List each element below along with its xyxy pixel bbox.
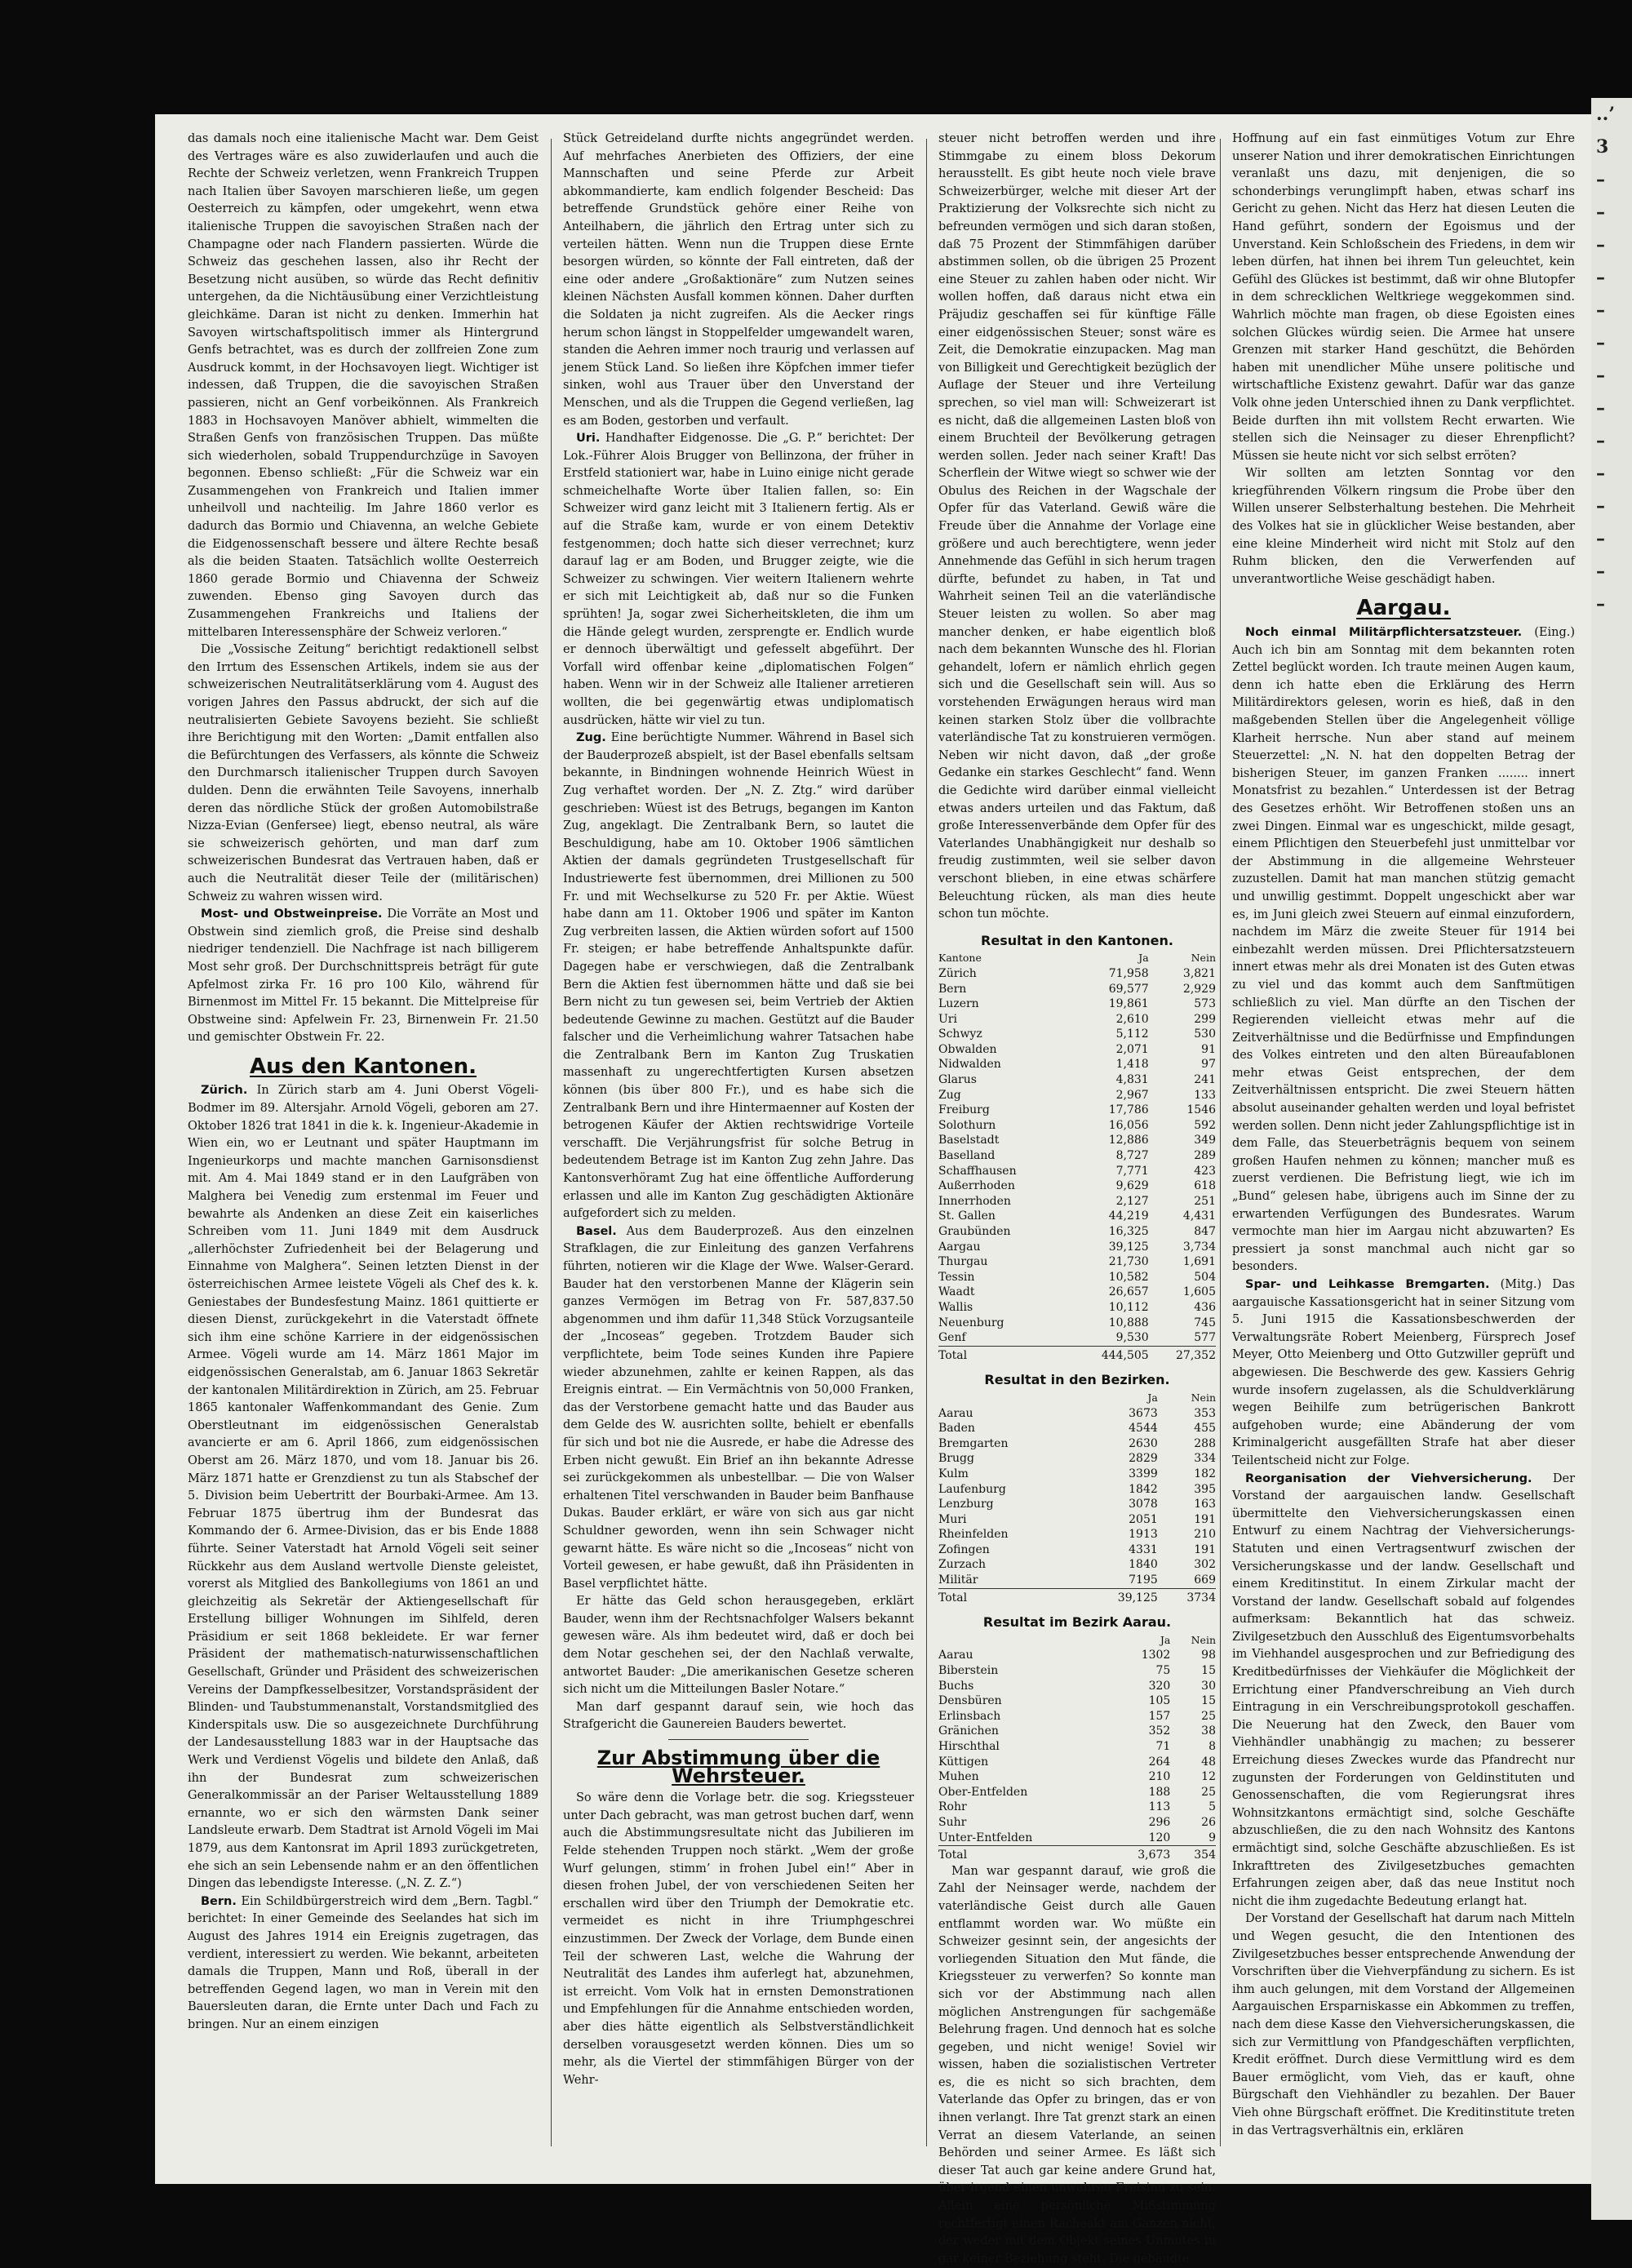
table-cell: 618	[1194, 1179, 1216, 1193]
table-cell: 133	[1194, 1088, 1216, 1102]
edge-fragment: ..’	[1596, 104, 1615, 125]
table-cell: Baselstadt	[938, 1134, 1000, 1147]
table-row	[938, 1346, 1216, 1363]
table-cell: 251	[1194, 1194, 1216, 1208]
table-row	[938, 1270, 1216, 1285]
table-cell: 1546	[1186, 1103, 1216, 1117]
table-row	[938, 982, 1216, 997]
table-cell: 320	[1148, 1679, 1171, 1693]
table-cell: 17,786	[1108, 1103, 1149, 1117]
table-row	[938, 1224, 1216, 1240]
table-cell: 302	[1194, 1558, 1216, 1572]
table-cell: Freiburg	[938, 1103, 990, 1117]
table-cell: 1,691	[1182, 1255, 1216, 1269]
table-cell: 296	[1148, 1815, 1171, 1829]
table-row	[938, 1330, 1216, 1346]
table-cell: 5,112	[1115, 1027, 1149, 1041]
table-row	[938, 1254, 1216, 1270]
table-cell: Nein	[1191, 1391, 1216, 1404]
table-cell: 2829	[1129, 1452, 1158, 1466]
article-text: Die „Vossische Zeitung“ berichtigt redaktionell selbst den Irrtum des Essenschen Artikels, indem sie aus der schweizerischen Neutralitätserklärung vom 4. August des vorigen Jahres den Passus abdruckt, der sich auf die neutralisierten Gebiete Savoyens bezieht. Sie schließt ihre Berichtigung mit den Worten: „Damit entfallen also die Befürchtungen des Verfassers, als könnte die Schweiz den Durchmarsch italienischer Truppen durch Savoyen dulden. Denn die erwähnten Teile Savoyens, innerhalb deren das nördliche Stück der großen Automobilstraße Nizza-Evian (Genfersee) liegt, ebenso neutral, als wäre sie schweizerisch gehörten, und man darf zum schweizerischen Bundesrat das Vertrauen haben, daß er auch die Neutralität dieser Teile der (militärischen) Schweiz zu wahren wissen wird.	[188, 643, 539, 903]
table-cell: 241	[1194, 1073, 1216, 1087]
article-heading: Zug.	[576, 731, 606, 745]
results-table-districts	[938, 1391, 1216, 1605]
table-row	[938, 1815, 1216, 1831]
article-source: („N. Z. Z.“)	[396, 1877, 462, 1891]
table-cell: 289	[1194, 1149, 1216, 1163]
table-cell: 592	[1194, 1118, 1216, 1132]
section-heading: Aargau.	[1356, 596, 1451, 621]
article-text: Eine berüchtigte Nummer. Während in Basel sich der Bauderprozeß abspielt, ist der Basel ebenfalls seltsam bekannte, in Bindningen wohnende Heinrich Wüest in Zug verhaftet worden. Der „N. Z. Ztg.“ wird darüber geschrieben: Wüest ist des Betrugs, begangen im Kanton Zug, angeklagt. Die Zentralbank Bern, so lautet die Beschuldigung, habe am 10. Oktober 1906 sämtlichen Aktien der damals gegründeten Trustgesellschaft für Industriewerte fest übernommen, drei Millionen zu 500 Fr. und mit Wechselkurse zu 520 Fr. per Aktie. Wüest habe dann am 11. Oktober 1906 und später im Kanton Zug verbreiten lassen, die Aktien würden sofort auf 1500 Fr. steigen; er habe betreffende Anhaltspunkte dafür. Dagegen habe er verschwiegen, daß die Zentralbank Bern die Aktien fest übernommen hätte und daß sie bei Bern nicht zu tun gewesen sei, beim Vertrieb der Aktien bedeutende Gewinne zu machen. Gestützt auf die Bauder falscher und die Verheimlichung wahrer Tatsachen habe die Zentralbank Bern im Kanton Zug Truskatien massenhaft zu ungerechtfertigten Kursen absetzen können (bis über 800 Fr.), und es habe sich die Zentralbank Bern und ihre Hintermaenner auf Kosten der betrogenen Käufer der Aktien rechtswidrige Vorteile verschafft. Die Verjährungsfrist für solche Betrug in bedeutendem Betrage ist im Kanton Zug zehn Jahre. Das Kantonsverhöramt Zug hat eine öffentliche Aufforderung erlassen und alle im Kanton Zug geschädigten Aktionäre aufgefordert sich zu melden.	[563, 731, 914, 1221]
table-cell: Innerrhoden	[938, 1194, 1011, 1208]
article-heading: Spar- und Leihkasse Bremgarten.	[1245, 1278, 1490, 1291]
table-cell: 2,610	[1115, 1012, 1149, 1026]
table-cell: 3673	[1129, 1406, 1158, 1420]
table-row	[938, 951, 1216, 966]
table-cell: Total	[938, 1846, 1111, 1863]
table-cell: 38	[1201, 1724, 1216, 1738]
results-table-aarau	[938, 1633, 1216, 1863]
table-cell: Zürich	[938, 966, 977, 980]
table-row	[938, 1769, 1216, 1785]
article-text: steuer nicht betroffen werden und ihre Stimmgabe zu einem bloss Dekorum herausstellt. Es gibt heute noch viele brave Schweizerbürger, welche mit dieser Art der Praktizierung der Volksrechte sich nicht zu befreunden vermögen und sich daran stoßen, daß 75 Prozent der Stimmfähigen darüber abstimmen sollen, ob die übrigen 25 Prozent eine Steuer zu zahlen haben oder nicht. Wir wollen hoffen, daß daraus nicht etwa ein Präjudiz geschaffen sei für künftige Fälle einer eidgenössischen Steuer; sonst wäre es Zeit, die Demokratie einzupacken. Mag man von Billigkeit und Gerechtigkeit bezüglich der Auflage der Steuer und ihre Verteilung sprechen, so viel man will: Schweizerart ist es nicht, daß die allgemeinen Lasten bloß von einem Bruchteil der Bevölkerung getragen werden sollen. Jeder nach seiner Kraft! Das Scherflein der Witwe wiegt so schwer wie der Obulus des Reichen in der Wagschale der Opfer für das Vaterland. Gewiß wäre die Freude über die Annahme der Vorlage eine größere und auch berechtigtere, wenn jeder Annehmende das Gefühl in sich herum tragen dürfte, befundet zu haben, in Tat und Wahrheit seinen Teil an die vaterländische Steuer leisten zu wollen. So aber mag mancher denken, er habe eigentlich bloß nach dem bekannten Wunsche des hl. Florian gehandelt, lofern er nämlich ehrlich gegen sich und die Gesellschaft sein will. Aus so vorstehenden Erwägungen heraus wird man keinen starken Stolz über die vollbrachte vaterländische Tat zu konstruieren vermögen. Neben wir nicht davon, daß „der große Gedanke ein starkes Geschlecht“ fand. Wenn die Gedichte wird darüber einmal vielleicht etwas anders urteilen und das Faktum, daß große Interessenverbände dem Opfer für des Vaterlandes Unabhängigkeit nur deshalb so freudig zustimmten, weil sie selber davon verschont blieben, in eine etwas schärfere Beleuchtung rücken, als man dies heute schon tun möchte.	[938, 132, 1216, 921]
table-cell: Waadt	[938, 1285, 975, 1299]
table-row	[938, 1421, 1216, 1436]
table-cell: 7,771	[1115, 1164, 1149, 1178]
article-text: Man darf gespannt darauf sein, wie hoch das Strafgericht die Gaunereien Bauders bewertet.	[563, 1700, 914, 1732]
table-cell: 3399	[1129, 1467, 1158, 1480]
table-cell: 27,352	[1149, 1346, 1216, 1363]
table-cell: 26,657	[1108, 1285, 1149, 1299]
article-text: Der Vorstand der Gesellschaft hat darum nach Mitteln und Wegen gesucht, die den Intentionen des Zivilgesetzbuches besser entsprechende Anwendung der Vorschriften über die Viehverpfändung zu sichern. Es ist ihm auch gelungen, mit dem Vorstand der Allgemeinen Aargauischen Ersparniskasse ein Abkommen zu treffen, nach dem diese Kasse den Viehversicherungskassen, die sich zur Vermittlung von Pfandgeschäften verpflichten, Kredit eröffnet. Durch diese Vermittlung wird es dem Bauer ermöglicht, vom Vieh, das er kauft, ohne Bürgschaft den Viehhändler zu bezahlen. Der Bauer Vieh ohne Bürgschaft eröffnet. Die Kreditinstitute treten in das Vertragsverhältnis ein, erklären	[1232, 1912, 1575, 2137]
table-row	[938, 1148, 1216, 1164]
table-row	[938, 1633, 1216, 1649]
table-cell: 19,861	[1108, 997, 1149, 1011]
table-cell: 3078	[1129, 1498, 1158, 1511]
article-heading: Most- und Obstweinpreise.	[201, 908, 383, 921]
table-cell: St. Gallen	[938, 1209, 996, 1223]
edge-fragment: –	[1596, 332, 1605, 353]
article-heading: Basel.	[576, 1224, 617, 1238]
table-cell: 2051	[1129, 1512, 1158, 1526]
edge-fragment: –	[1596, 365, 1605, 386]
table-row	[938, 1103, 1216, 1118]
table-cell: 2,127	[1115, 1194, 1149, 1208]
table-cell: 1302	[1141, 1649, 1171, 1662]
table-cell: 349	[1194, 1134, 1216, 1147]
table-cell: 455	[1194, 1422, 1216, 1436]
table-cell: 669	[1194, 1573, 1216, 1587]
table-row	[938, 1482, 1216, 1498]
column-rule	[926, 139, 927, 2146]
table-row	[938, 1057, 1216, 1072]
table-cell: 4331	[1129, 1542, 1158, 1556]
table-cell: Luzern	[938, 997, 979, 1011]
table-row	[938, 1300, 1216, 1316]
article-text: Man war gespannt darauf, wie groß die Zahl der Neinsager werde, nachdem der vaterländische Geist durch alle Gauen entflammt worden war. Wo müßte ein Schweizer gesinnt sein, der angesichts der vorliegenden Situation den Mut fände, die Kriegssteuer zu verwerfen? So konnte man sich vor der Abstimmung nach allen möglichen Anstrengungen für sachgemäße Belehrung fragen. Und dennoch hat es solche gegeben, und nicht wenige! Soviel wir wissen, haben die sozialistischen Vertreter es, die es nicht so sich brachten, dem Vaterlande das Opfer zu bringen, das er von ihnen verlangt. Ihre Tat grenzt stark an einen Verrat an diesem Vaterlande, an seinen Behörden und seiner Armee. Es läßt sich dieser Tat auch gar keine andere Grund hat, über irgend einen unwahren Freisinn zu sein. Allein eine persönliche Mißstimmung rechtfertigt einen Racheakt am Ganzen nicht, der weder mit dem Objekt seines Unmutes in gar keiner Beziehung steht. Die gebäudte	[938, 1864, 1216, 2266]
column-rule	[1220, 139, 1221, 2146]
table-row	[938, 1285, 1216, 1300]
table-row	[938, 1542, 1216, 1558]
table-cell: 12	[1201, 1770, 1216, 1784]
table-cell: 4,831	[1115, 1073, 1149, 1087]
results-table-body	[938, 1391, 1216, 1605]
table-cell: 16,056	[1108, 1118, 1149, 1132]
article-text: Die Vorräte an Most und Obstwein sind ziemlich groß, die Preise sind deshalb niedriger tendenziell. Die Nachfrage ist nach billigerem Most sehr groß. Der Durchschnittspreis beträgt für gute Apfelmost zirka Fr. 16 pro 100 Kilo, während für Birnenmost im Mittel Fr. 15 bekannt. Die Mittelpreise für Obstweine sind: Apfelwein Fr. 23, Birnenwein Fr. 21.50 und gemischter Obstwein Fr. 22.	[188, 908, 539, 1045]
table-cell: 25	[1201, 1709, 1216, 1723]
table-cell: Kulm	[938, 1467, 969, 1480]
table-cell: 98	[1201, 1649, 1216, 1662]
table-row	[938, 1118, 1216, 1134]
table-cell: 105	[1148, 1694, 1171, 1708]
table-cell: Zug	[938, 1088, 961, 1102]
edge-fragment: –	[1596, 234, 1605, 255]
table-row	[938, 1194, 1216, 1209]
table-row	[938, 966, 1216, 982]
edge-fragment: –	[1596, 463, 1605, 484]
table-cell: Schwyz	[938, 1027, 982, 1041]
article-heading: Zürich.	[201, 1084, 248, 1098]
table-row	[938, 1512, 1216, 1528]
divider	[668, 1739, 809, 1740]
table-cell: Lenzburg	[938, 1498, 994, 1511]
table-cell: 436	[1194, 1300, 1216, 1314]
table-row	[938, 1072, 1216, 1088]
article-text: Handhafter Eidgenosse. Die „G. P.“ berichtet: Der Lok.-Führer Alois Brugger von Bellinzona, der früher in Erstfeld stationiert war, habe in Luino einige nicht gerade schmeichelhafte Worte über Italien fallen, so: Ein Schweizer wird ganz leicht mit 3 Italienern fertig. Als er auf die Straße kam, wurde er von einem Detektiv festgenommen; doch hatte sich dieser verrechnet; kurz darauf lag er am Boden, und Brugger zeigte, wie die Schweizer zu schwingen. Vier weitern Italienern wehrte er sich mit Leichtigkeit ab, daß nur so die Funken sprühten! Ja, sogar zwei Sicherheitskleten, die ihm um die Hände gelegt wurden, zersprengte er. Endlich wurde er dennoch überwältigt und gefesselt abgeführt. Der Vorfall wird offenbar keine „diplomatischen Folgen“ haben. Wenn wir in der Schweiz alle Italiener arretieren wollten, die bei gegenwärtig etwas undiplomatisch ausdrücken, hätte wir viel zu tun.	[563, 432, 914, 727]
article-text: Er hätte das Geld schon herausgegeben, erklärt Bauder, wenn ihm der Rechtsnachfolger Walsers bekannt gewesen wäre. Als ihm bedeutet wird, daß er doch bei dem Notar geschehen sei, der den Nachlaß verwalte, antwortet Bauder: „Die amerikanischen Gesetze scheren sich nicht um die Mitteilungen Basler Notare.“	[563, 1595, 914, 1697]
results-table-cantons	[938, 951, 1216, 1363]
edge-fragment: –	[1596, 397, 1605, 419]
edge-fragment: –	[1596, 528, 1605, 549]
table-row	[938, 1497, 1216, 1512]
table-cell: 25	[1201, 1785, 1216, 1799]
table-row	[938, 1240, 1216, 1255]
table-cell: Rohr	[938, 1800, 967, 1814]
table-cell: Aargau	[938, 1240, 981, 1254]
table-cell: Buchs	[938, 1679, 974, 1693]
table-cell: Uri	[938, 1012, 957, 1026]
table-row	[938, 1755, 1216, 1770]
table-row	[938, 1133, 1216, 1148]
table-cell: 8	[1208, 1740, 1216, 1753]
table-cell: Küttigen	[938, 1755, 989, 1769]
table-cell: 577	[1194, 1331, 1216, 1345]
table-cell: 573	[1194, 997, 1216, 1011]
table-cell: 7195	[1129, 1573, 1158, 1587]
article-text: Hoffnung auf ein fast einmütiges Votum zur Ehre unserer Nation und ihrer demokratischen Einrichtungen veranlaßt uns dazu, mit denjenigen, die so schonderbings verunglimpft haben, etwas scharf ins Gericht zu gehen. Nicht das Herz hat diesen Leuten die Hand geführt, sondern der Egoismus und der Unverstand. Kein Schloßschein des Friedens, in dem wir leben dürfen, hat ihnen bei ihrem Tun geleuchtet, kein Gefühl des Glückes ist bestimmt, daß wir ohne Blutopfer in dem schrecklichen Weltkriege weggekommen sind. Wahrlich möchte man fragen, ob diese Egoisten eines solchen Glückes würdig seien. Die Armee hat unsere Grenzen mit starker Hand geschützt, die Behörden haben mit unendlicher Mühe unsere politische und wirtschaftliche Existenz gewahrt. Dafür war das ganze Volk ohne jeden Unterschied ihnen zu Dank verpflichtet. Beide durften ihn mit vollstem Recht erwarten. Wie stellen sich die Neinsager zu dieser Ehrenpflicht? Müssen sie heute nicht vor sich selbst erröten?	[1232, 132, 1575, 463]
table-cell: 15	[1201, 1694, 1216, 1708]
table-cell: 188	[1148, 1785, 1171, 1799]
table-cell: Graubünden	[938, 1225, 1011, 1238]
table-row	[938, 1527, 1216, 1542]
article-text: Aus dem Bauderprozeß. Aus den einzelnen Strafklagen, die zur Einleitung des ganzen Verfahrens führten, notieren wir die Klage der Wwe. Walser-Gerard. Bauder hat den verstorbenen Manne der Klägerin sein ganzes Vermögen im Betrag von Fr. 587,837.50 abgenommen und ihm dafür 11,348 Stück Vorzugsanteile der „Incoseas“ gegeben. Trotzdem Bauder sich verpflichtete, beim Tode seines Kunden ihre Papiere wieder abzunehmen, zahlte er keinen Rappen, als das Ereignis eintrat. — Ein Vermächtnis von 50,000 Franken, das der Verstorbene gemacht hatte und das Bauder aus dem Gelde des W. ausrichten sollte, behielt er ebenfalls für sich und bot nie die Ausrede, er habe die Adresse des Erben nicht gewußt. Ein Brief an ihn bekannte Adresse sei zurückgekommen als unbestellbar. — Die von Walser erhaltenen Titel verschwanden in Bauder beim Banfhause Dukas. Bauder erklärt, er wäre von sich aus gar nicht Schuldner geworden, wenn ihn sein Schwager nicht gewarnt hätte. Es wäre nicht so die „Incoseas“ nicht von Vorteil gewesen, er habe gewußt, daß ihn Präsidenten in Basel verpflichtet hätte.	[563, 1224, 914, 1591]
table-cell: Neuenburg	[938, 1316, 1004, 1329]
table-cell: Genf	[938, 1331, 966, 1345]
table-row	[938, 1739, 1216, 1755]
table-cell: Biberstein	[938, 1664, 999, 1678]
edge-fragment: –	[1596, 495, 1605, 517]
table-cell	[938, 1633, 1111, 1649]
table-cell: Ober-Entfelden	[938, 1785, 1028, 1799]
article-text: Stück Getreideland durfte nichts angegründet werden. Auf mehrfaches Anerbieten des Offiziers, der eine Mannschaften und seine Pferde zur Arbeit abkommandierte, kam endlich folgender Bescheid: Das betreffende Grundstück gehöre einer Reihe von Anteilhabern, die jährlich den Ertrag unter sich zu verteilen hätten. Wenn nun die Truppen diese Ernte besorgen würden, so könnte der Fall eintreten, daß der eine oder andere „Großaktionäre“ zum Nutzen seines kleinen Nächsten Ausfall kommen können. Daher durften die Soldaten ja nicht zugreifen. Als die Aecker rings herum schon längst in Stoppelfelder umgewandelt waren, standen die Aehren immer noch traurig und verlassen auf jenem Stück Land. So ließen ihre Köpfchen immer tiefer sinken, wohl aus Trauer über den Unverstand der Menschen, und als die Truppen die Gegend verließen, lag es am Boden, gestorben und verfault.	[563, 132, 914, 428]
table-cell: 4544	[1129, 1422, 1158, 1436]
table-row	[938, 1209, 1216, 1224]
table-row	[938, 1178, 1216, 1194]
table-cell: Erlinsbach	[938, 1709, 1001, 1723]
table-cell: 1840	[1129, 1558, 1158, 1572]
table-row	[938, 1316, 1216, 1331]
table-cell: 69,577	[1108, 982, 1149, 996]
table-cell: 44,219	[1108, 1209, 1149, 1223]
table-cell: Militär	[938, 1573, 978, 1587]
table-cell: 91	[1201, 1042, 1216, 1056]
column-rule	[551, 139, 552, 2146]
table-cell: 2,071	[1115, 1042, 1149, 1056]
table-cell: Rheinfelden	[938, 1528, 1009, 1542]
table-cell: 26	[1201, 1815, 1216, 1829]
table-cell: Suhr	[938, 1815, 967, 1829]
table-cell: Nein	[1191, 952, 1216, 965]
table-cell: Nidwalden	[938, 1058, 1001, 1072]
table-cell: 423	[1194, 1164, 1216, 1178]
table-cell: 48	[1201, 1755, 1216, 1769]
table-cell: Zurzach	[938, 1558, 987, 1572]
table-cell: 9	[1208, 1831, 1216, 1844]
article-text: (Eing.) Auch ich bin am Sonntag mit dem bekannten roten Zettel beglückt worden. Ich traute meinen Augen kaum, denn ich hatte eben die Erklärung des Herrn Militärdirektors gelesen, worin es hieß, daß in den maßgebenden Stellen über die Angelegenheit völlige Klarheit herrsche. Nun aber stand auf meinem Steuerzettel: „N. N. hat den doppelten Betrag der bisherigen Steuer, im ganzen Franken ........ innert Monatsfrist zu bezahlen.“ Unterdessen ist der Betrag des Gesetzes erhöht. Wir Betroffenen stoßen uns an zwei Dingen. Einmal war es ungeschickt, milde gesagt, einem Pflichtigen den Steuerbefehl just unmittelbar vor der Abstimmung in die allgemeine Wehrsteuer zuzustellen. Damit hat man manchen stützig gemacht und unwillig gestimmt. Doppelt ungeschickt aber war es, im Juni gleich zwei Steuern auf einmal einzufordern, nachdem im März die zweite Steuer für 1914 bei einbezahlt werden müssen. Drei Pflichtersatzsteuern innert etwas mehr als drei Monaten ist des Guten etwas zu viel und das kommt auch dem Sanftmütigen schließlich zu viel. Man dürfte an den Tischen der Regierenden vielleicht etwas mehr auf die Zeitverhältnisse und die Bedürfnisse und Empfindungen des Volkes eintreten und den alten Büreaufablonen mehr etwas Geist entsprechen, der dem Zeitverhältnissen entspricht. Die zwei Steuern hätten absolut auseinander gehalten werden und loyal befristet werden sollen. Denn nicht jeder Zahlungspflichtige ist in dem Falle, das Steuerbeträgnis bequem von seinem großen Haufen nehmen zu können; mancher muß es zuerst verdienen. Die Befristung liegt, wie ich im „Bund“ gelesen habe, übrigens auch im Sinne der zu erwartenden Verfügungen des Bundesrates. Warum vermochte man hier im Aargau nicht abzuwarten? Es pressiert ja sonst manchmal auch nicht gar so besonders.	[1232, 626, 1576, 1274]
table-title: Resultat im Bezirk Aarau.	[982, 1614, 1172, 1631]
table-cell: 16,325	[1108, 1225, 1149, 1238]
article-text: Wir sollten am letzten Sonntag vor den kriegführenden Völkern ringsum die Probe über den Willen unserer Selbsterhaltung bestehen. Die Mehrheit des Volkes hat sie in glücklicher Weise bestanden, aber eine kleine Minderheit wird nicht mit Stolz auf den Ruhm blicken, den die Verwerfenden auf unverantwortliche Weise geschädigt haben.	[1232, 467, 1575, 586]
table-cell: 5	[1208, 1800, 1216, 1814]
table-cell: Gränichen	[938, 1724, 999, 1738]
table-cell: Kantone	[938, 952, 982, 965]
table-cell: 2,929	[1182, 982, 1216, 996]
table-cell: 210	[1194, 1528, 1216, 1542]
table-row	[938, 1391, 1216, 1406]
table-cell: 2630	[1129, 1436, 1158, 1450]
table-cell: Obwalden	[938, 1042, 997, 1056]
table-cell: Total	[938, 1346, 1070, 1363]
results-table-body	[938, 951, 1216, 1363]
table-cell: 504	[1194, 1270, 1216, 1284]
table-cell: 71,958	[1108, 966, 1149, 980]
table-cell: Muri	[938, 1512, 967, 1526]
table-cell: 39,125	[1108, 1240, 1149, 1254]
edge-fragment: 3	[1596, 136, 1609, 158]
table-cell: Baselland	[938, 1149, 996, 1163]
article-title: Zur Abstimmung über die Wehrsteuer.	[596, 1746, 880, 1787]
table-row	[938, 1164, 1216, 1179]
table-cell: 1,418	[1115, 1058, 1149, 1072]
table-cell: 395	[1194, 1482, 1216, 1496]
table-cell: Thurgau	[938, 1255, 988, 1269]
edge-fragment: –	[1596, 267, 1605, 288]
table-cell: Glarus	[938, 1073, 977, 1087]
table-cell: 352	[1148, 1724, 1171, 1738]
table-cell: 745	[1194, 1316, 1216, 1329]
table-cell: Densbüren	[938, 1694, 1002, 1708]
table-row	[938, 1846, 1216, 1863]
table-cell: Bremgarten	[938, 1436, 1009, 1450]
table-row	[938, 1785, 1216, 1800]
table-cell: Außerrhoden	[938, 1179, 1015, 1193]
table-row	[938, 1724, 1216, 1739]
table-cell: 30	[1201, 1679, 1216, 1693]
table-cell: Unter-Entfelden	[938, 1831, 1033, 1844]
table-row	[938, 1648, 1216, 1663]
table-row	[938, 1451, 1216, 1467]
table-row	[938, 1027, 1216, 1042]
table-cell: 1842	[1129, 1482, 1158, 1496]
table-row	[938, 1436, 1216, 1452]
table-row	[938, 1012, 1216, 1027]
article-heading: Noch einmal Militärpflichtersatzsteuer.	[1245, 626, 1523, 640]
table-cell: 191	[1194, 1542, 1216, 1556]
table-row	[938, 996, 1216, 1012]
edge-fragment: –	[1596, 300, 1605, 321]
table-cell: Nein	[1191, 1633, 1216, 1646]
table-cell: 3734	[1158, 1588, 1216, 1605]
table-cell: 10,888	[1108, 1316, 1149, 1329]
table-row	[938, 1800, 1216, 1815]
article-text: Der Vorstand der aargauischen landw. Gesellschaft übermittelte den Viehversicherungskassen einen Entwurf zu einem Nachtrag der Viehversicherungs-Statuten und einen Vertragsentwurf zwischen der Versicherungskasse und der landw. Gesellschaft und einem Kreditinstitut. In einem Zirkular macht der Vorstand der landw. Gesellschaft sobald auf folgendes aufmerksam: Bekanntlich hat das schweiz. Zivilgesetzbuch den Ausschluß des Eigentumsvorbehalts im Viehhandel ausgesprochen und zur Befriedigung des Kreditbedürfnisses der Viehkäufer die Möglichkeit der Errichtung einer Pfandverschreibung an Vieh durch Eintragung in ein Verschreibungsprotokoll geschaffen. Die Neuerung hat den Zweck, den Bauer vom Viehhändler unabhängig zu machen; zu besserer Erreichung dieses Zweckes wurde das Pfandrecht nur zugunsten der Forderungen von Geldinstituten und Genossenschaften, die vom Regierungsrat ihres Wohnsitzkantons ermächtigt sind, solche Geschäfte abzuschließen, die zu den nach Wohnsitz des Kantons ermächtigt sind, solche Geschäfte abzuschließen. Es ist Inkrafttreten des Zivilgesetzbuches gemachten Erfahrungen zeigen aber, daß das neue Institut noch nicht die ihm zugedachte Bedeutung erlangt hat.	[1232, 1471, 1576, 1908]
table-cell: Tessin	[938, 1270, 975, 1284]
table-title: Resultat in den Bezirken.	[984, 1372, 1170, 1388]
table-cell: Brugg	[938, 1452, 974, 1466]
table-cell: Ja	[1138, 952, 1149, 965]
table-cell: 530	[1194, 1027, 1216, 1041]
table-cell: 113	[1148, 1800, 1171, 1814]
table-cell	[938, 1391, 1078, 1406]
table-cell: 21,730	[1108, 1255, 1149, 1269]
table-cell: 120	[1148, 1831, 1171, 1844]
table-cell: Aarau	[938, 1649, 973, 1662]
article-text: Ein Schildbürgerstreich wird dem „Bern. Tagbl.“ berichtet: In einer Gemeinde des Seelandes hat sich im August des Jahres 1914 ein Ereignis zugetragen, das verdient, interessiert zu werden. Wie bekannt, arbeiteten damals die Truppen, Mann und Roß, überall in der betreffenden Gegend lagen, wo man in Verein mit den Bauersleuten daran, die Ernte unter Dach und Fach zu bringen. Nur an einem einzigen	[188, 1894, 539, 2031]
table-cell: 39,125	[1078, 1588, 1158, 1605]
table-cell: 71	[1155, 1740, 1171, 1753]
edge-fragment: –	[1596, 593, 1605, 615]
table-cell: 9,530	[1115, 1331, 1149, 1345]
edge-fragment: –	[1596, 561, 1605, 582]
article-text: So wäre denn die Vorlage betr. die sog. Kriegssteuer unter Dach gebracht, was man getrost buchen darf, wenn auch die Abstimmungsresultate nicht das Jubilieren im Felde stehenden Truppen noch stärkt. „Wem der große Wurf gelungen, stimm’ in frohen Jubel ein!“ Aber in diesen frohen Jubel, der von verschiedenen Seiten her erschallen wird über den Triumph der Demokratie etc. vermeidet es nicht in ihre Triumphgeschrei einzustimmen. Der Zweck der Vorlage, dem Bunde einen Teil der schweren Last, welche die Wahrung der Neutralität des Landes ihm auferlegt hat, abzunehmen, ist erreicht. Vom Volk hat in ernsten Demonstrationen und Empfehlungen für die Annahme entschieden worden, aber dies hätte eigentlich als Selbstverständlichkeit derselben vorausgesetzt werden können. Dies um so mehr, als die Viertel der stimmfähigen Bürger von der Wehr-	[563, 1791, 914, 2087]
results-table-body	[938, 1633, 1216, 1863]
section-heading: Aus den Kantonen.	[250, 1054, 477, 1079]
table-cell: 10,112	[1108, 1300, 1149, 1314]
table-cell: 10,582	[1108, 1270, 1149, 1284]
table-cell: 353	[1194, 1406, 1216, 1420]
table-cell: 97	[1201, 1058, 1216, 1072]
table-cell: 210	[1148, 1770, 1171, 1784]
column-4	[1232, 131, 1575, 2163]
table-cell: Schaffhausen	[938, 1164, 1017, 1178]
article-text: In Zürich starb am 4. Juni Oberst Vögeli-Bodmer im 89. Altersjahr. Arnold Vögeli, geboren am 27. Oktober 1826 trat 1841 in die k. k. Ingenieur-Akademie in Wien ein, wo er Leutnant und später Hauptmann im Ingenieurkorps und machte manchen Garnisonsdienst mit. Am 4. Mai 1849 stand er in den Laufgräben von Malghera bei Venedig zum erstenmal im Feuer und bewahrte als Andenken an diese Zeit ein kaiserliches Schreiben vom 11. Juni 1849 mit dem Ausdruck „allerhöchster Zufriedenheit bei der Belagerung und Einnahme von Malghera“. Seinen letzten Dienst in der österreichischen Armee leistete Vögeli als Chef des k. k. Geniestabes der Bundesfestung Mainz. 1861 quittierte er diesen Dienst, zurückgekehrt in die Vaterstadt öffnete sich ihm eine schöne Karriere in der eidgenössischen Armee. Vögeli wurde am 14. März 1861 Major im eidgenössischen Generalstab, am 6. Januar 1863 Sekretär der kantonalen Militärdirektion in Zürich, am 25. Februar 1865 kantonaler Waffenkommandant des Genie. Zum Oberstleutnant im eidgenössischen Generalstab avancierte er am 6. April 1866, zum eidgenössischen Oberst am 26. März 1870, und vom 18. Januar bis 26. März 1871 hatte er Grenzdienst zu tun als Stabschef der 5. Division beim Uebertritt der Bourbaki-Armee. Am 13. Februar 1875 übertrug ihm der Bundesrat das Kommando der 6. Armee-Division, das er bis Ende 1888 führte. Seiner Vaterstadt hat Arnold Vögeli seit seiner Rückkehr aus dem Ausland wertvolle Dienste geleistet, vorerst als Mitglied des Bankollegiums von 1861 an und gleichzeitig als Sekretär der Aktiengesellschaft für Erstellung billiger Wohnungen im Sihlfeld, deren Präsidium er seit 1868 bekleidete. Er war ferner Präsident der mathematisch-naturwissenschaftlichen Gesellschaft, Gründer und Präsident des schweizerischen Vereins der Dampfkesselbesitzer, Vorstandspräsident der Blinden- und Taubstummenanstalt, Vorstandsmitglied des Kinderspitals usw. Die so ausgezeichnete Durchführung der Landesausstellung 1883 war in der Hauptsache das Werk und Verdienst Vögelis und bildete den Anlaß, daß ihn der Bundesrat zum schweizerischen Generalkommissär an der Pariser Weltausstellung 1889 ernannte, wo er sich den wärmsten Dank seiner Landsleute erwarb. Dem Stadtrat ist Arnold Vögeli im Mai 1879, aus dem Kantonsrat im April 1893 zurückgetreten, ehe sich an sein Lebensende nahm er an den öffentlichen Dingen das lebendigste Interesse.	[188, 1084, 539, 1891]
column-3	[938, 131, 1216, 2266]
table-cell: 3,734	[1182, 1240, 1216, 1254]
table-cell: 1913	[1129, 1528, 1158, 1542]
table-row	[938, 1693, 1216, 1709]
table-row	[938, 1042, 1216, 1058]
table-cell: 3,673	[1111, 1846, 1170, 1863]
table-cell: Muhen	[938, 1770, 979, 1784]
table-cell: Bern	[938, 982, 967, 996]
table-cell: 288	[1194, 1436, 1216, 1450]
table-cell: 264	[1148, 1755, 1171, 1769]
table-cell: Ja	[1147, 1391, 1158, 1404]
table-title: Resultat in den Kantonen.	[981, 932, 1173, 948]
table-cell: Hirschthal	[938, 1740, 1000, 1753]
table-cell: Ja	[1160, 1633, 1171, 1646]
table-cell: Total	[938, 1588, 1078, 1605]
table-cell: 299	[1194, 1012, 1216, 1026]
table-cell: 75	[1155, 1664, 1171, 1678]
edge-fragment: –	[1596, 202, 1605, 223]
edge-fragment: –	[1596, 169, 1605, 190]
table-cell: 8,727	[1115, 1149, 1149, 1163]
article-heading: Uri.	[576, 432, 601, 446]
table-cell: 157	[1148, 1709, 1171, 1723]
table-row	[938, 1663, 1216, 1679]
article-text: (Mitg.) Das aargauische Kassationsgericht hat in seiner Sitzung vom 5. Juni 1915 die Kassationsbeschwerden der Verwaltungsräte Robert Meienberg, Fürsprech Josef Meyer, Otto Meienberg und Otto Gutzwiller geprüft und abgewiesen. Die Beschwerde des gew. Kassiers Gehrig wurde insofern zugelassen, als die Schuldverklärung wegen Beihilfe zum betrügerischen Bankrott aufgehoben wurde; eine Abänderung der vom Kriminalgericht ausgefällten Strafe hat aber dieser Teilentscheid nicht zur Folge.	[1232, 1278, 1575, 1467]
column-1	[188, 131, 539, 2163]
article-heading: Reorganisation der Viehversicherung.	[1245, 1471, 1532, 1485]
table-cell: Baden	[938, 1422, 975, 1436]
table-row	[938, 1557, 1216, 1573]
table-cell: 15	[1201, 1664, 1216, 1678]
column-2	[563, 131, 914, 2163]
table-row	[938, 1831, 1216, 1846]
table-row	[938, 1573, 1216, 1588]
table-row	[938, 1679, 1216, 1694]
table-cell: Aarau	[938, 1406, 973, 1420]
table-cell: 4,431	[1182, 1209, 1216, 1223]
article-text: das damals noch eine italienische Macht war. Dem Geist des Vertrages wäre es also zuwiderlaufen und auch die Rechte der Schweiz verletzen, wenn Frankreich Truppen nach Italien über Savoyen marschieren ließe, um gegen Oesterreich zu kämpfen, oder umgekehrt, wenn etwa italienische Truppen die savoyischen Straßen nach der Champagne oder nach Flandern passierten. Würde die Schweiz das geschehen lassen, also ihr Recht der Besetzung nicht ausüben, so würde das Recht definitiv untergehen, da die Nichtäusübung einer Verzichtleistung gleichkäme. Daran ist nicht zu denken. Immerhin hat Savoyen wirtschaftspolitisch immer als Hintergrund Genfs betrachtet, was es durch der zollfreien Zone zum Ausdruck kommt, in der Hochsavoyen liegt. Wichtiger ist indessen, daß Truppen, die die savoyischen Straßen passieren, nicht an Genf vorbeikönnen. Als Frankreich 1883 in Hochsavoyen Manöver abhielt, wimmelten die Straßen Genfs von französischen Truppen. Das müßte sich wiederholen, sobald Truppendurchzüge in Savoyen begonnen. Ebenso schließt: „Für die Schweiz war ein Zusammengehen von Frankreich und Italien immer unheilvoll und nachteilig. Im Jahre 1860 verlor es dadurch das Bormio und Chiavenna, an welche Gebiete die Eidgenossenschaft bessere und ältere Rechte besaß als die beiden Staaten. Tatsächlich wollte Oesterreich 1860 gerade Bormio und Chiavenna der Schweiz zuwenden. Ebenso ging Savoyen durch das Zusammengehen Frankreichs und Italiens der mittelbaren Interessensphäre der Schweiz verloren.“	[188, 132, 539, 639]
table-cell: 191	[1194, 1512, 1216, 1526]
table-cell: 9,629	[1115, 1179, 1149, 1193]
table-row	[938, 1467, 1216, 1482]
table-cell: 334	[1194, 1452, 1216, 1466]
table-cell: Laufenburg	[938, 1482, 1006, 1496]
table-cell: 3,821	[1182, 966, 1216, 980]
table-cell: 444,505	[1070, 1346, 1149, 1363]
table-row	[938, 1088, 1216, 1103]
table-cell: Solothurn	[938, 1118, 996, 1132]
table-row	[938, 1709, 1216, 1724]
table-cell: 163	[1194, 1498, 1216, 1511]
edge-fragment: –	[1596, 430, 1605, 451]
table-cell: 354	[1170, 1846, 1216, 1863]
table-cell: 2,967	[1115, 1088, 1149, 1102]
table-row	[938, 1406, 1216, 1422]
table-cell: 12,886	[1108, 1134, 1149, 1147]
table-cell: 182	[1194, 1467, 1216, 1480]
next-page-edge	[1591, 98, 1632, 2220]
table-row	[938, 1588, 1216, 1605]
table-cell: 847	[1194, 1225, 1216, 1238]
table-cell: 1,605	[1182, 1285, 1216, 1299]
table-cell: Wallis	[938, 1300, 973, 1314]
article-heading: Bern.	[201, 1894, 237, 1908]
table-cell: Zofingen	[938, 1542, 990, 1556]
newspaper-page	[155, 114, 1591, 2266]
